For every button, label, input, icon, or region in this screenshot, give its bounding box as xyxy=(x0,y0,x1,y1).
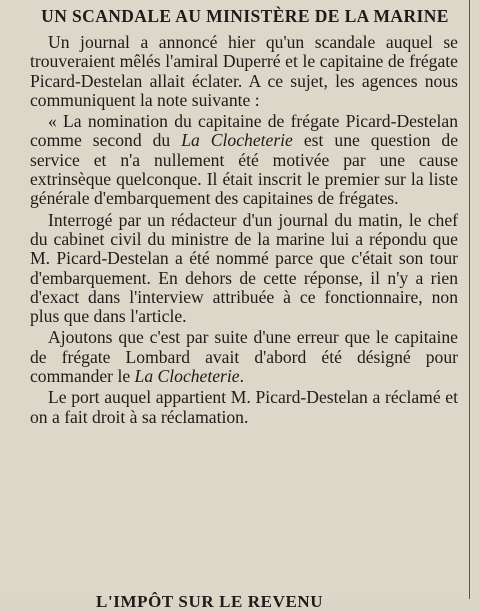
paragraph-4-text-end: . xyxy=(239,366,245,387)
paragraph-4-text-start: Ajoutons que c'est par suite d'une erreur que le capitaine de frégate Lombard avait d'abord été désigné pour commander le xyxy=(30,327,458,387)
article-headline: UN SCANDALE AU MINISTÈRE DE LA MARINE xyxy=(41,6,449,26)
paragraph-1 xyxy=(30,33,458,110)
next-article-headline: L'IMPÔT SUR LE REVENU xyxy=(96,592,324,611)
paragraph-2-text-end: est une question de service et n'a nullement été motivée par une cause extrinsèque quelconque. Il était inscrit le premier sur la liste générale d'embarquement des capitaines de frégates. xyxy=(30,130,459,209)
article xyxy=(30,6,458,427)
paragraph-3-text: Interrogé par un rédacteur d'un journal du matin, le chef du cabinet civil du ministre de la marine lui a répondu que M. Picard-Destelan a été nommé parce que c'était son tour d'embarquement. En dehors de cette réponse, il n'y a rien d'exact dans l'interview attribuée à ce fonctionnaire, non plus que dans l'article. xyxy=(30,209,458,327)
paragraph-1-text: Un journal a annoncé hier qu'un scandale auquel se trouveraient mêlés l'amiral Duperré et le capitaine de frégate Picard-Destelan allait éclater. A ce sujet, les agences nous communiquent la note suivante : xyxy=(30,32,458,110)
paragraph-5 xyxy=(30,388,458,427)
column-rule xyxy=(469,0,470,599)
paragraph-2 xyxy=(30,112,458,208)
ship-name: La Clocheterie xyxy=(134,366,240,387)
paragraph-5-text: Le port auquel appartient M. Picard-Destelan a réclamé et on a fait droit à sa réclamation. xyxy=(30,387,458,427)
ship-name: La Clocheterie xyxy=(181,130,293,151)
paragraph-4 xyxy=(30,328,458,386)
paragraph-2-text-start: « La nomination du capitaine de frégate Picard-Destelan comme second du xyxy=(30,111,458,151)
paragraph-3 xyxy=(30,211,458,327)
